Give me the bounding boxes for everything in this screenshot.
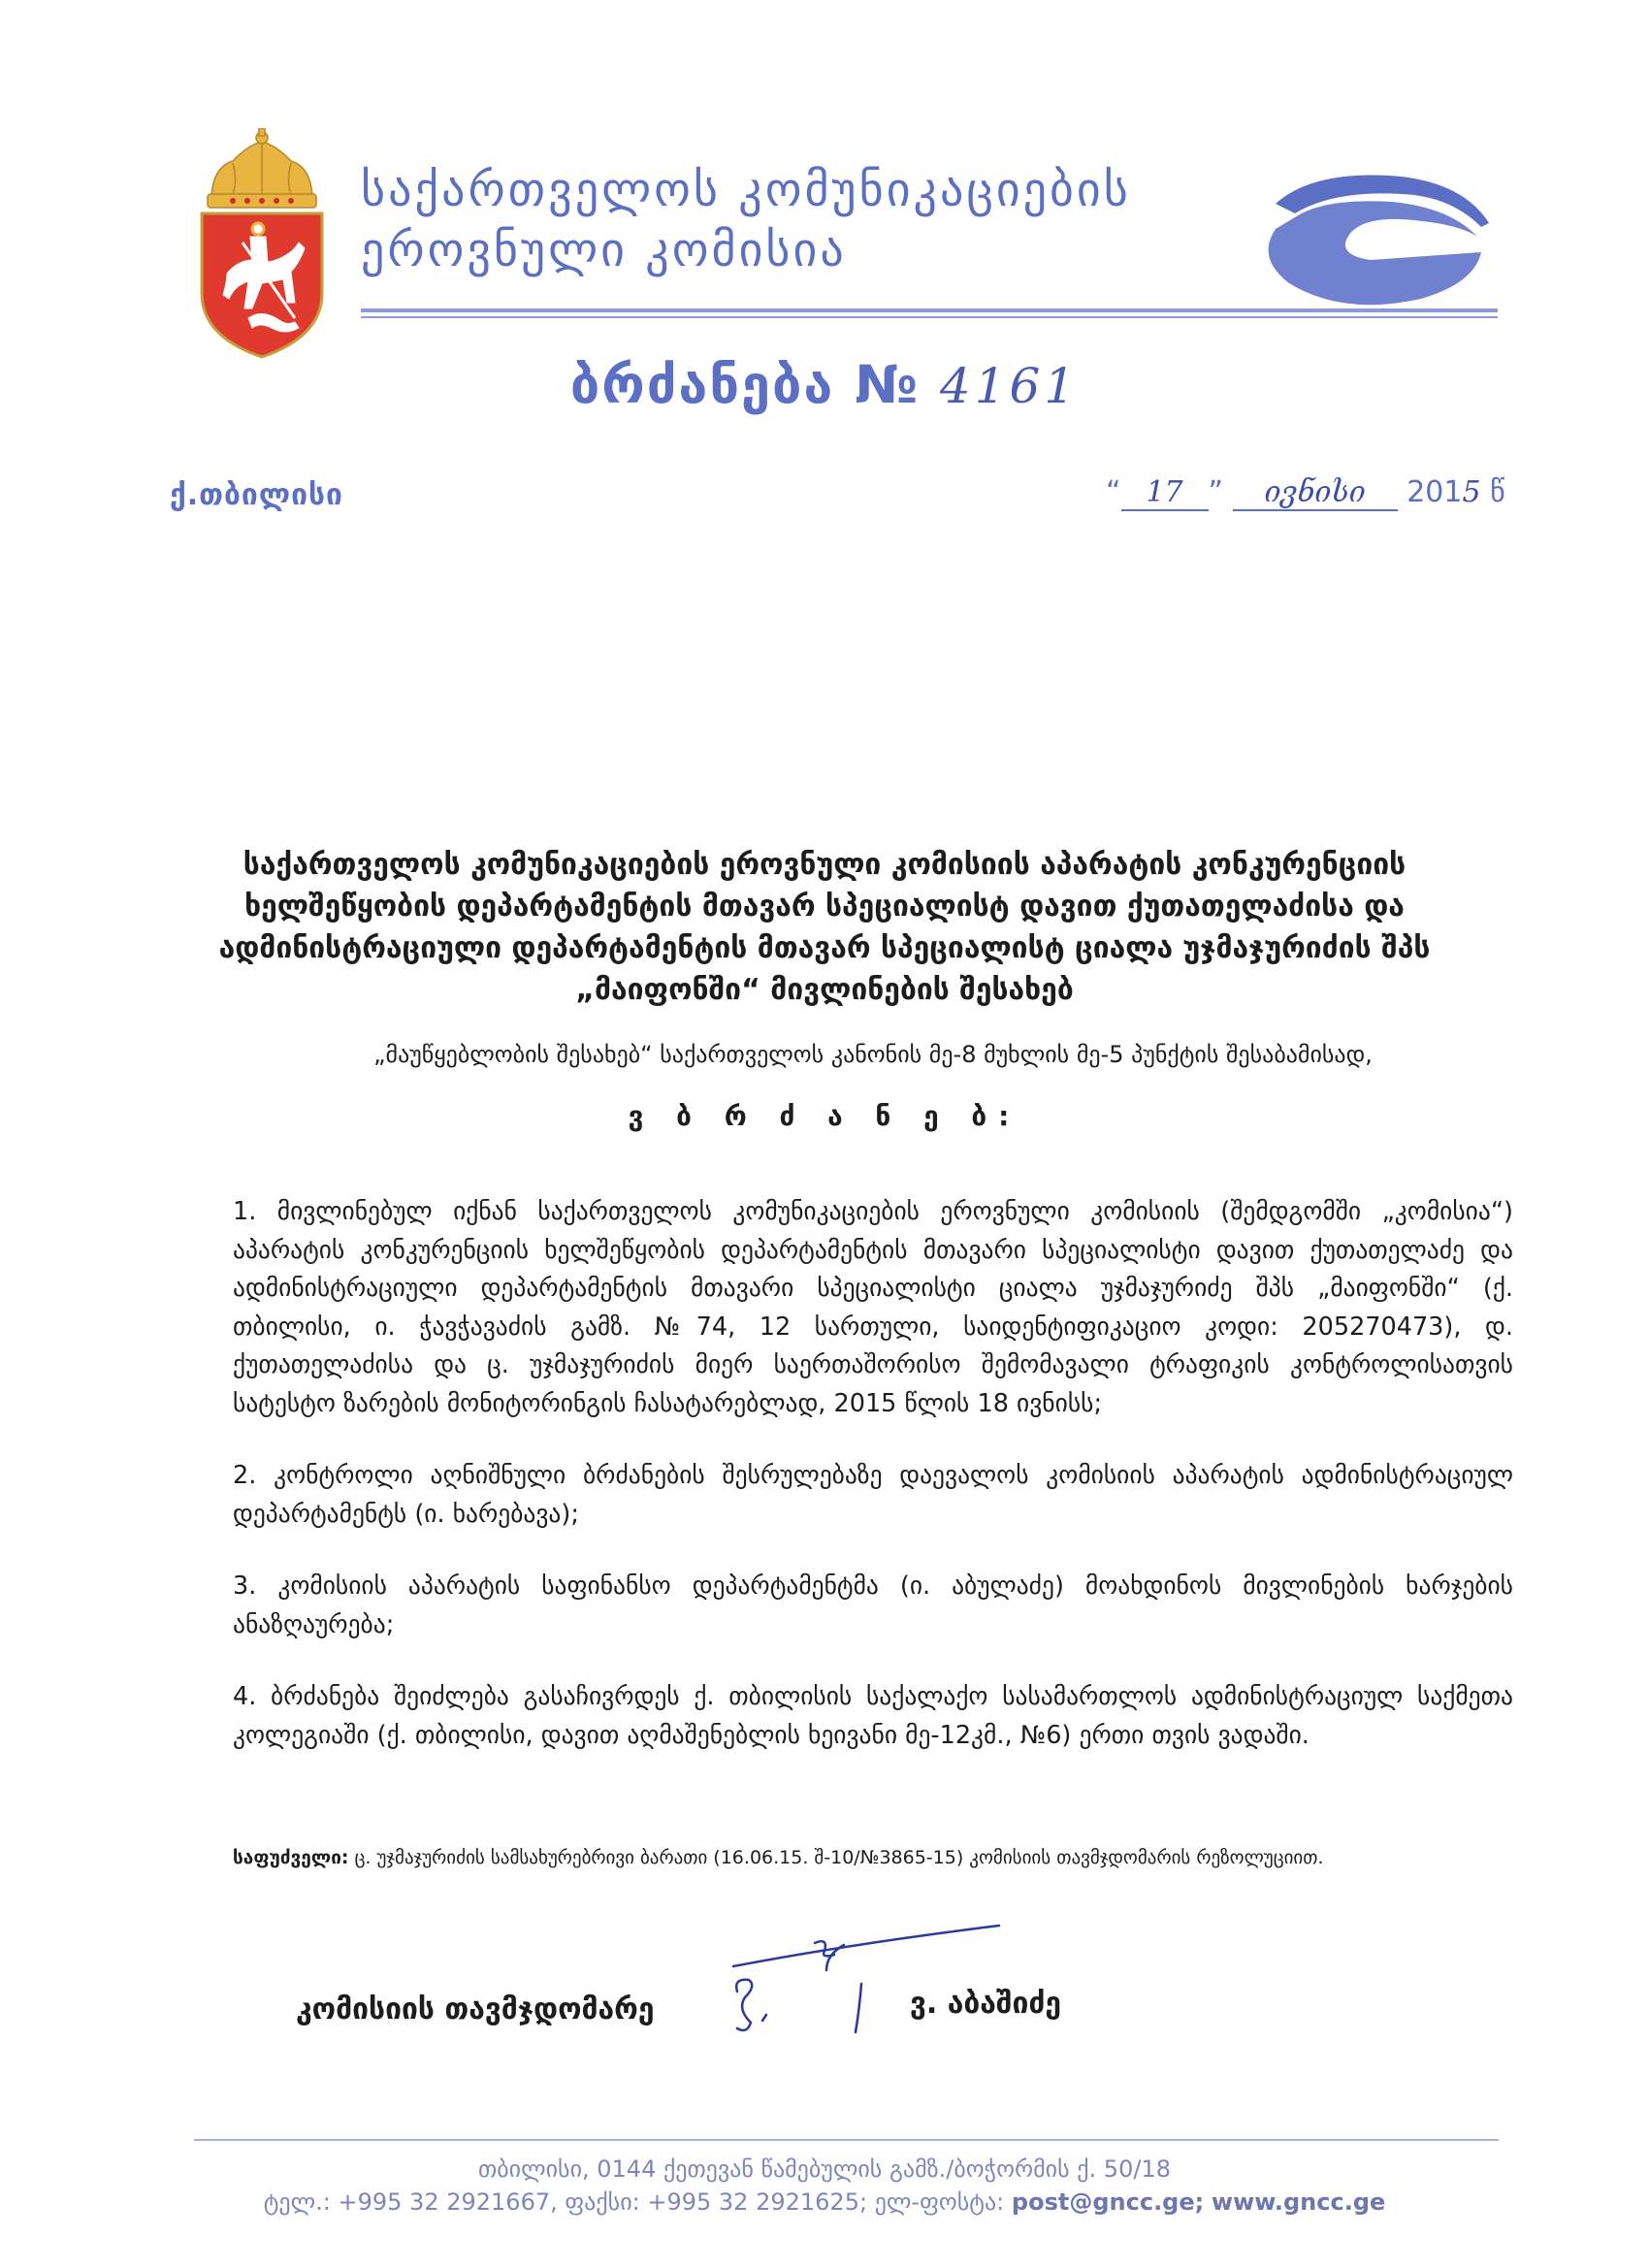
order-title bbox=[0, 354, 1649, 415]
organization-title bbox=[361, 160, 1214, 280]
date-year-handwritten: 5 bbox=[1462, 475, 1481, 509]
fax-label: ფაქსი: bbox=[565, 2188, 640, 2216]
legal-basis: „მაუწყებლობის შესახებ“ საქართველოს კანონის მე-8 მუხლის მე-5 პუნქტის შესაბამისად, bbox=[373, 1041, 1373, 1068]
footnote-label: საფუძველი: bbox=[233, 1847, 349, 1868]
clause-2: 2. კონტროლი აღნიშნული ბრძანების შესრულებაზე დაევალოს კომისიის აპარატის ადმინისტრაციულ დეპარტამენტს (ი. ხარებავა); bbox=[233, 1461, 1513, 1529]
footer-rule bbox=[194, 2139, 1499, 2141]
subject-line-3: ადმინისტრაციული დეპარტამენტის მთავარ სპეციალისტ ციალა უჯმაჯურიძის შპს bbox=[218, 931, 1431, 965]
clause-4: 4. ბრძანება შეიძლება გასაჩივრდეს ქ. თბილისის საქალაქო სასამართლოს ადმინისტრაციულ საქმეთა კოლეგიაში (ქ. თბილისი, დავით აღმაშენებლის ხეივანი მე-12კმ., №6) ერთი თვის ვადაში. bbox=[233, 1682, 1513, 1750]
clause-1: 1. მივლინებულ იქნან საქართველოს კომუნიკაციების ეროვნული კომისიის (შემდგომში „კომისია“) აპარატის კონკურენციის ხელშეწყობის დეპარტამენტის მთავარი სპეციალისტი დავით ქუთათელაძე და ადმინისტრაციული დეპარტამენტის მთავარი სპეციალისტი ციალა უჯმაჯურიძე შპს „მაიფონში“ (ქ. თბილისი, ი. ჭავჭავაძის გამზ. №74, 12 სართული, საიდენტიფიკაციო კოდი: 205270473), დ. ქუთათელაძისა და ც. უჯმაჯურიძის მიერ საერთაშორისო შემომავალი ტრაფიკის კონტროლისათვის სატესტო ზარების მონიტორინგის ჩასატარებლად, 2015 წლის 18 ივნისს; bbox=[233, 1197, 1513, 1418]
email-label: ელ-ფოსტა: bbox=[874, 2188, 1005, 2216]
date-open-quote: “ bbox=[1106, 475, 1121, 509]
order-clauses bbox=[233, 1193, 1513, 1789]
clause-3: 3. კომისიის აპარატის საფინანსო დეპარტამენტმა (ი. აბულაძე) მოახდინოს მივლინების ხარჯების ანაზღაურება; bbox=[233, 1571, 1513, 1639]
date-day: 17 bbox=[1121, 475, 1209, 511]
fax-number: +995 32 2921625 bbox=[647, 2188, 859, 2216]
subject-line-4: „მაიფონში“ მივლინების შესახებ bbox=[575, 973, 1074, 1007]
order-subject bbox=[194, 844, 1455, 1011]
email-link[interactable]: post@gncc.ge bbox=[1011, 2188, 1195, 2216]
order-title-label: ბრძანება № bbox=[569, 354, 921, 415]
order-number: 4161 bbox=[939, 358, 1080, 414]
gncc-logo-icon bbox=[1256, 175, 1499, 310]
signatory-position: კომისიის თავმჯდომარე bbox=[296, 1993, 655, 2026]
footnote bbox=[233, 1847, 1523, 1868]
header-rule-thin bbox=[361, 316, 1498, 318]
phone-number: +995 32 2921667 bbox=[338, 2188, 551, 2216]
organization-title-line-1: საქართველოს კომუნიკაციების bbox=[361, 163, 1131, 217]
order-date bbox=[1106, 475, 1513, 534]
footer-address: თბილისი, 0144 ქეთევან წამებულის გამზ./ბოჭორმის ქ. 50/18 bbox=[478, 2155, 1171, 2183]
footer-contacts: ტელ.: +995 32 2921667, ფაქსი: +995 32 2921625; ელ-ფოსტა: post@gncc.ge; www.gncc.ge bbox=[263, 2188, 1386, 2216]
footnote-text: ც. უჯმაჯურიძის სამსახურებრივი ბარათი (16.06.15. შ-10/№3865-15) კომისიის თავმჯდომარის რეზოლუციით. bbox=[354, 1847, 1324, 1868]
city-label: ქ.თბილისი bbox=[170, 478, 343, 512]
order-word: ვ ბ რ ძ ა ნ ე ბ: bbox=[628, 1100, 1021, 1132]
subject-line-1: საქართველოს კომუნიკაციების ეროვნული კომისიის აპარატის კონკურენციის bbox=[242, 848, 1406, 882]
date-close-quote: ” bbox=[1208, 475, 1224, 509]
coat-of-arms-icon bbox=[194, 128, 330, 361]
signatory-name: ვ. აბაშიძე bbox=[910, 1987, 1062, 2021]
subject-line-2: ხელშეწყობის დეპარტამენტის მთავარ სპეციალისტ დავით ქუთათელაძისა და bbox=[244, 890, 1405, 923]
date-suffix: წ bbox=[1490, 475, 1505, 509]
date-year-prefix: 201 bbox=[1406, 475, 1463, 509]
organization-title-line-2: ეროვნული კომისია bbox=[361, 223, 847, 277]
header-rule-thick bbox=[361, 308, 1498, 312]
website-link[interactable]: www.gncc.ge bbox=[1211, 2188, 1386, 2216]
phone-label: ტელ.: bbox=[263, 2188, 331, 2216]
date-month: ივნისი bbox=[1233, 475, 1398, 511]
